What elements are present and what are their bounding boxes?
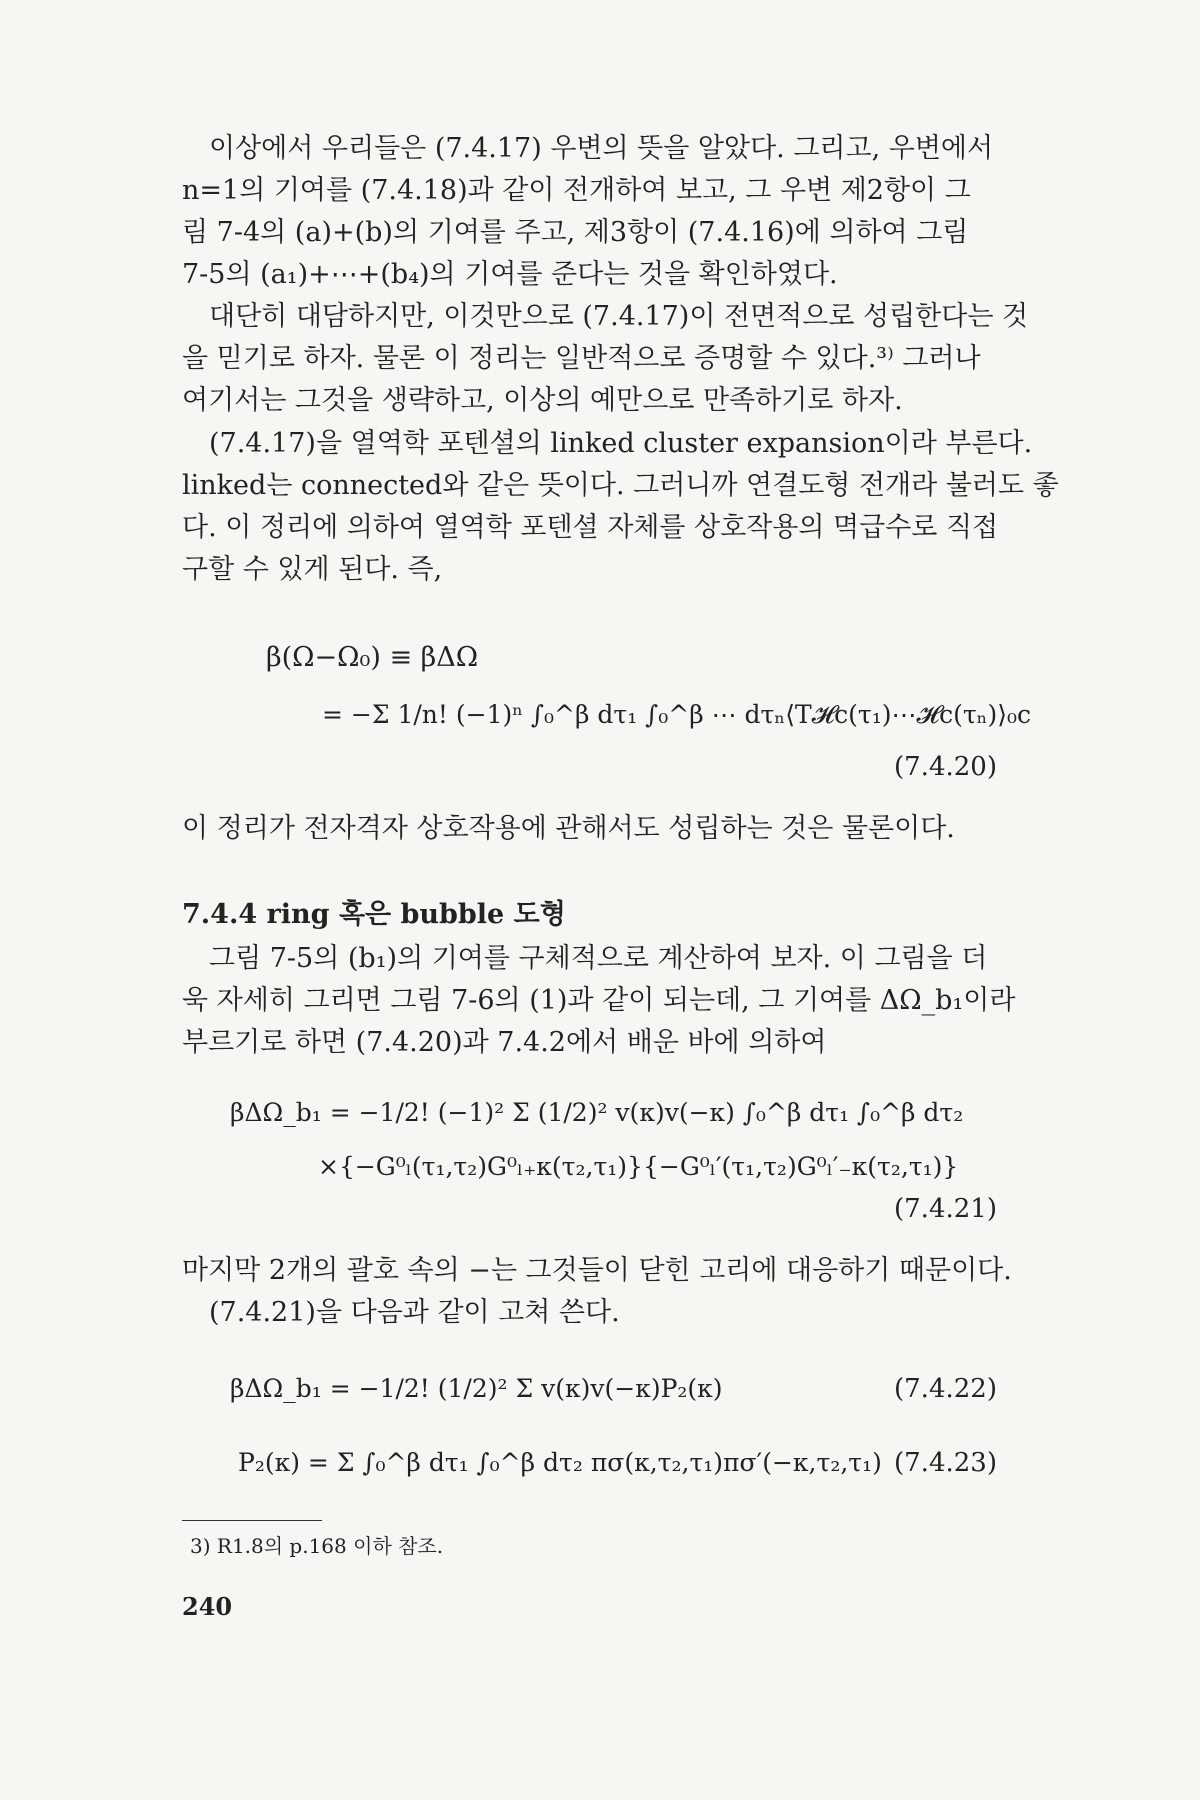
text-line: linked는 connected와 같은 뜻이다. 그러니까 연결도형 전개라 불러도 좋 — [182, 470, 1059, 501]
equation-7-4-21-line-2: ×{−G⁰ₗ(τ₁,τ₂)G⁰ₗ₊κ(τ₂,τ₁)}{−G⁰ₗ′(τ₁,τ₂)G⁰ₗ′₋κ(τ₂,τ₁)} — [318, 1152, 959, 1181]
text-line: 대단히 대담하지만, 이것만으로 (7.4.17)이 전면적으로 성립한다는 것 — [209, 301, 1029, 332]
section-heading: 7.4.4 ring 혹은 bubble 도형 — [182, 899, 566, 930]
text-line: (7.4.17)을 열역학 포텐셜의 linked cluster expansion이라 부른다. — [209, 428, 1033, 459]
paragraph-3 — [182, 423, 1059, 591]
paragraph-2 — [182, 296, 1042, 422]
text-line: 이상에서 우리들은 (7.4.17) 우변의 뜻을 알았다. 그리고, 우변에서 — [209, 133, 994, 164]
text-line: 림 7-4의 (a)+(b)의 기여를 주고, 제3항이 (7.4.16)에 의하여 그림 — [182, 217, 969, 248]
equation-number: (7.4.23) — [894, 1448, 997, 1478]
footnote-divider — [182, 1520, 322, 1521]
text-line: 욱 자세히 그리면 그림 7-6의 (1)과 같이 되는데, 그 기여를 ΔΩ_b₁이라 — [182, 985, 1016, 1016]
equation-7-4-22: βΔΩ_b₁ = −1/2! (1/2)² Σ v(κ)v(−κ)P₂(κ) — [230, 1374, 723, 1403]
text-line: 여기서는 그것을 생략하고, 이상의 예만으로 만족하기로 하자. — [182, 385, 903, 416]
paragraph-6 — [182, 1250, 1042, 1334]
text-line: 을 믿기로 하자. 물론 이 정리는 일반적으로 증명할 수 있다.³⁾ 그러나 — [182, 343, 981, 374]
equation-number: (7.4.22) — [894, 1374, 997, 1404]
equation-number: (7.4.21) — [894, 1194, 997, 1224]
text-line: n=1의 기여를 (7.4.18)과 같이 전개하여 보고, 그 우변 제2항이 그 — [182, 175, 971, 206]
paragraph-5 — [182, 938, 1042, 1064]
paragraph-4 — [182, 808, 1042, 850]
text-line: 마지막 2개의 괄호 속의 −는 그것들이 닫힌 고리에 대응하기 때문이다. — [182, 1255, 1012, 1286]
equation-7-4-21-line-1: βΔΩ_b₁ = −1/2! (−1)² Σ (1/2)² v(κ)v(−κ) ∫₀^β dτ₁ ∫₀^β dτ₂ — [230, 1098, 964, 1127]
equation-7-4-20-line-2: = −Σ 1/n! (−1)ⁿ ∫₀^β dτ₁ ∫₀^β ⋯ dτₙ⟨T𝓗c(τ₁)⋯𝓗c(τₙ)⟩₀c — [322, 700, 1032, 729]
text-line: 부르기로 하면 (7.4.20)과 7.4.2에서 배운 바에 의하여 — [182, 1027, 827, 1058]
equation-7-4-23: P₂(κ) = Σ ∫₀^β dτ₁ ∫₀^β dτ₂ πσ(κ,τ₂,τ₁)πσ′(−κ,τ₂,τ₁) — [238, 1448, 882, 1477]
paragraph-1 — [182, 128, 1042, 296]
equation-7-4-20-line-1: β(Ω−Ω₀) ≡ βΔΩ — [266, 642, 479, 673]
text-line: 7-5의 (a₁)+⋯+(b₄)의 기여를 준다는 것을 확인하였다. — [182, 259, 838, 290]
text-line: 그림 7-5의 (b₁)의 기여를 구체적으로 계산하여 보자. 이 그림을 더 — [209, 943, 988, 974]
equation-number: (7.4.20) — [894, 752, 997, 782]
page-number: 240 — [182, 1592, 233, 1621]
text-line: 이 정리가 전자격자 상호작용에 관해서도 성립하는 것은 물론이다. — [182, 813, 955, 844]
text-line: (7.4.21)을 다음과 같이 고쳐 쓴다. — [209, 1297, 620, 1328]
text-line: 구할 수 있게 된다. 즉, — [182, 554, 443, 585]
footnote: 3) R1.8의 p.168 이하 참조. — [190, 1534, 444, 1558]
text-line: 다. 이 정리에 의하여 열역학 포텐셜 자체를 상호작용의 멱급수로 직접 — [182, 512, 999, 543]
